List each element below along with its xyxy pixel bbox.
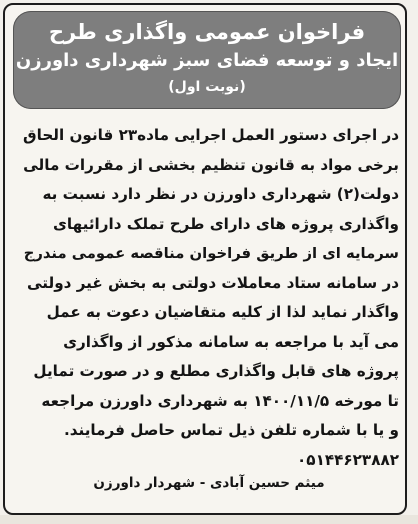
body-line: دولت(۲) شهرداری داورزن در نظر دارد نسبت به xyxy=(42,185,399,203)
signature: میثم حسین آبادی - شهردار داورزن xyxy=(93,475,325,491)
notice-body xyxy=(19,121,399,475)
body-line: پروژه های قابل واگذاری مطلع و در صورت تمایل xyxy=(33,362,399,380)
body-line: می آید با مراجعه به سامانه مذکور از واگذاری xyxy=(63,332,399,351)
body-line: در اجرای دستور العمل اجرایی ماده۲۳ قانون الحاق xyxy=(23,126,399,144)
body-line: در سامانه ستاد معاملات دولتی به بخش غیر دولتی xyxy=(26,273,399,292)
bottom-strip xyxy=(0,515,418,524)
body-line: برخی مواد به قانون تنظیم بخشی از مقررات مالی xyxy=(23,155,399,174)
notice-frame xyxy=(3,3,407,515)
notice-header xyxy=(13,11,401,109)
notice-title: فراخوان عمومی واگذاری طرح xyxy=(48,20,366,44)
notice-edition: (نوبت اول) xyxy=(168,79,246,95)
body-line: واگذار نماید لذا از کلیه متقاضیان دعوت به عمل xyxy=(46,303,399,321)
notice-subtitle: ایجاد و توسعه فضای سبز شهرداری داورزن xyxy=(15,50,399,71)
phone-number: ۰۵۱۴۴۶۲۳۸۸۲ xyxy=(297,450,399,469)
body-line: تا مورخه ۱۴۰۰/۱۱/۵ به شهرداری داورزن مراجعه xyxy=(41,391,399,410)
body-line: واگذاری پروژه های دارای طرح تملک دارائیهای xyxy=(53,214,399,233)
body-line: سرمایه ای از طریق فراخوان مناقصه عمومی مندرج xyxy=(23,245,399,262)
body-line: و یا با شماره تلفن ذیل تماس حاصل فرمایند. xyxy=(63,421,399,439)
